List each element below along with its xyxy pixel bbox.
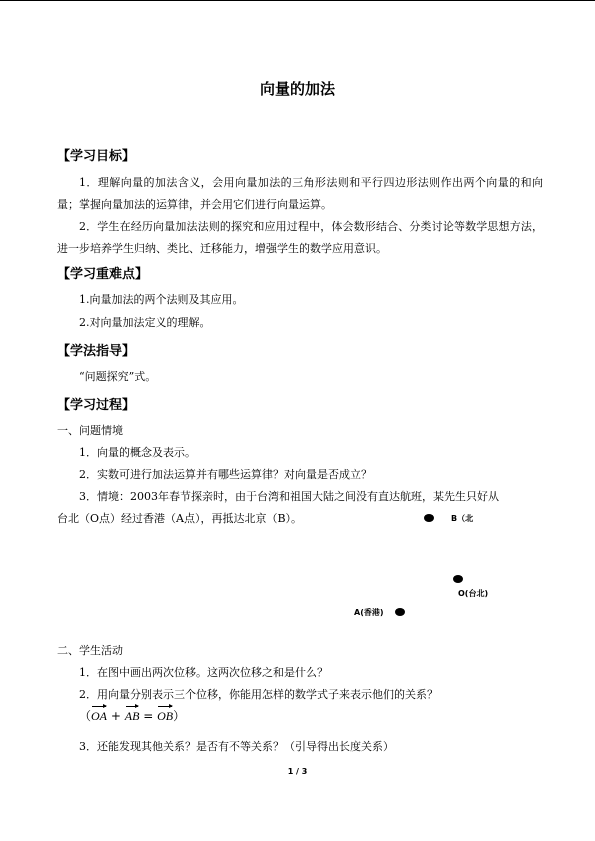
formula-open-paren: （ [79,709,92,723]
goals-heading: 【学习目标】 [57,149,136,164]
point-b-label: B（北 [451,514,474,523]
question-1: 1．向量的概念及表示。 [79,446,196,459]
vector-formula [79,708,185,724]
point-o-label: O(台北) [458,589,489,598]
vector-ab: AB [124,709,140,723]
method-heading: 【学法指导】 [57,344,136,359]
question-2: 2．实数可进行加法运算并有哪些运算律？对向量是否成立？ [79,468,372,481]
key-point-item-1: 1.向量加法的两个法则及其应用。 [79,293,244,306]
goals-paragraph-2: 2．学生在经历向量加法法则的探究和应用过程中，体会数形结合、分类讨论等数学思想方法，进一步培养学生归纳、类比、迁移能力，增强学生的数学应用意识。 [57,220,543,255]
point-a-label: A(香港) [354,608,384,617]
formula-close-paren: ） [173,709,186,723]
activity-2: 2．用向量分别表示三个位移，你能用怎样的数学式子来表示他们的关系？ [79,688,438,701]
point-b-dot [424,514,434,522]
part2-title: 二、学生活动 [57,644,123,657]
page-title: 向量的加法 [259,80,335,98]
question-3-line-1: 3．情境：2003年春节探亲时，由于台湾和祖国大陆之间没有直达航班，某先生只好从 [79,490,499,503]
page-number: 1 / 3 [287,767,308,776]
formula-plus: + [110,709,121,723]
activity-3: 3．还能发现其他关系？是否有不等关系？（引导得出长度关系） [79,740,394,753]
process-heading: 【学习过程】 [57,398,136,413]
key-points-heading: 【学习重难点】 [57,267,149,282]
method-text: “问题探究”式。 [79,370,157,383]
part1-title: 一、问题情境 [57,424,123,437]
page-top-border [0,0,595,1]
vector-ob: OB [157,709,174,723]
formula-equals: = [143,709,154,723]
activity-1: 1．在图中画出两次位移。这两次位移之和是什么？ [79,666,328,679]
vector-oa: OA [91,709,108,723]
point-o-dot [453,575,463,583]
point-a-dot [395,608,405,616]
goals-paragraph-1: 1．理解向量的加法含义，会用向量加法的三角形法则和平行四边形法则作出两个向量的和向量；掌握向量加法的运算律，并会用它们进行向量运算。 [57,176,543,211]
question-3-line-2: 台北（O点）经过香港（A点），再抵达北京（B）。 [57,512,303,525]
key-point-item-2: 2.对向量加法定义的理解。 [79,316,211,329]
